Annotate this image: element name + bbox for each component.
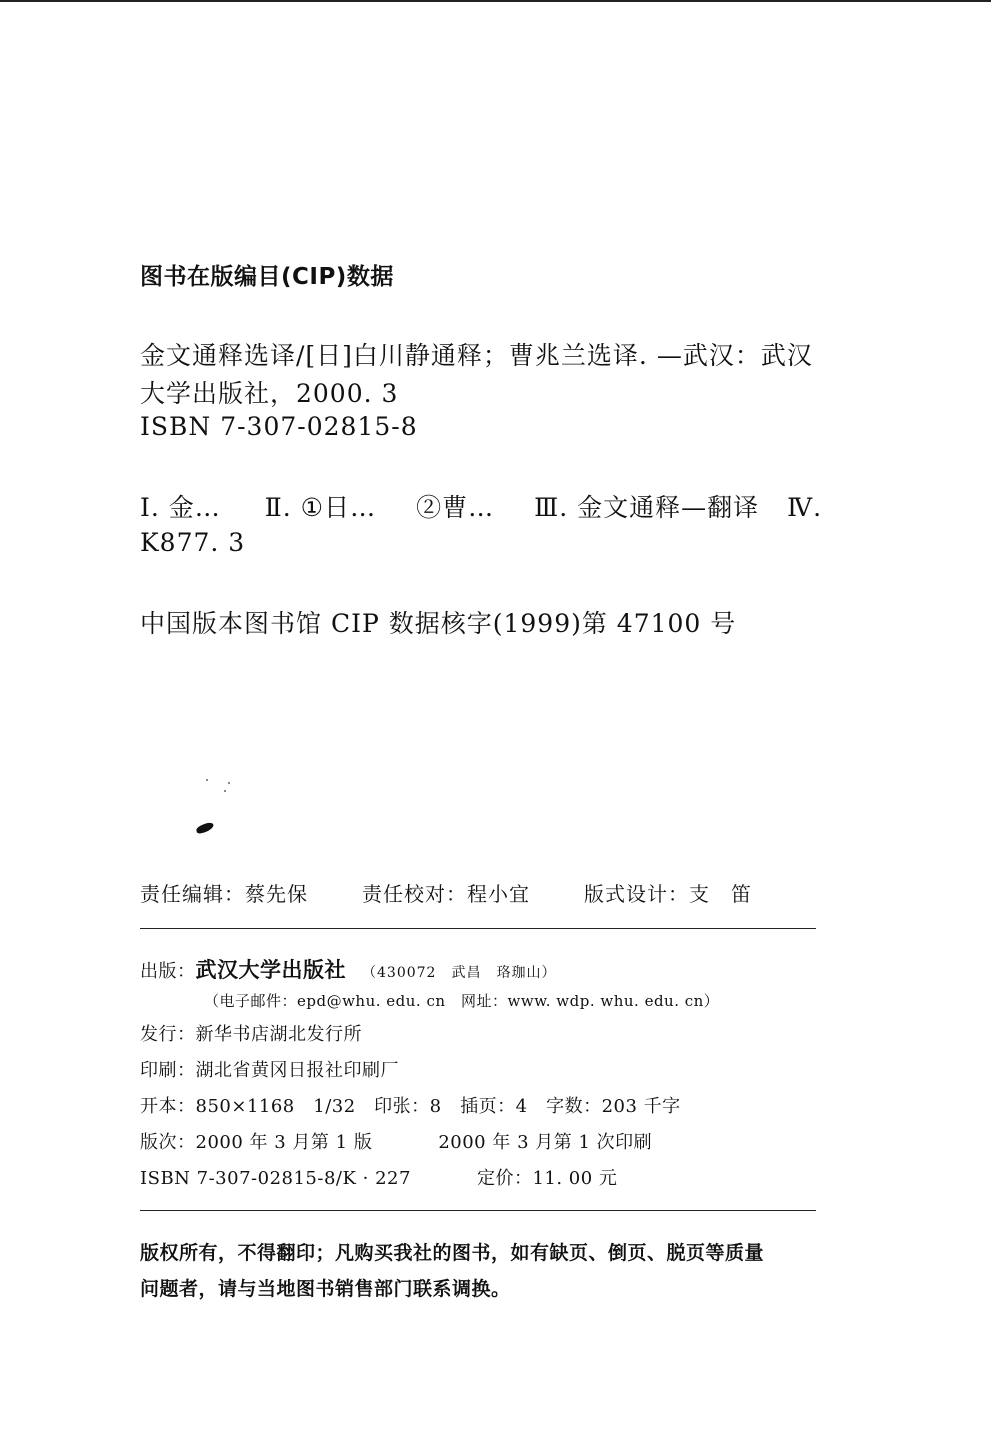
cip-classification-line bbox=[140, 488, 822, 524]
cip-bibliographic-line-2: 大学出版社，2000. 3 bbox=[140, 379, 399, 408]
cip-heading: 图书在版编目(CIP)数据 bbox=[140, 264, 394, 290]
classification-item: Ⅳ. bbox=[787, 493, 823, 522]
classification-item: Ⅰ. 金… bbox=[140, 493, 221, 522]
printing-date: 2000 年 3 月第 1 次印刷 bbox=[438, 1132, 653, 1153]
full-isbn: ISBN 7-307-02815-8/K · 227 bbox=[140, 1168, 411, 1189]
distribution-line: 发行：新华书店湖北发行所 bbox=[140, 1024, 362, 1045]
publisher-label: 出版： bbox=[140, 961, 196, 982]
publisher-contact: （电子邮件：epd@whu. edu. cn 网址：www. wdp. whu. edu. cn） bbox=[204, 992, 720, 1010]
responsible-editor: 责任编辑：蔡先保 bbox=[140, 882, 308, 906]
copyright-notice-line-1: 版权所有，不得翻印；凡购买我社的图书，如有缺页、倒页、脱页等质量 bbox=[140, 1242, 765, 1264]
cip-verification-number: 中国版本图书馆 CIP 数据核字(1999)第 47100 号 bbox=[140, 609, 737, 638]
layout-designer: 版式设计：支 笛 bbox=[584, 882, 752, 906]
format-line: 开本：850×1168 1/32 印张：8 插页：4 字数：203 千字 bbox=[140, 1096, 681, 1117]
cip-isbn: ISBN 7-307-02815-8 bbox=[140, 412, 418, 441]
edition-line bbox=[140, 1128, 652, 1154]
divider bbox=[140, 928, 816, 929]
speck-mark bbox=[224, 790, 226, 792]
speck-mark bbox=[228, 782, 230, 784]
classification-item: Ⅲ. 金文通释—翻译 bbox=[534, 493, 760, 522]
ink-blot-mark bbox=[195, 821, 215, 834]
classification-item: ②曹… bbox=[416, 493, 495, 522]
isbn-price-line bbox=[140, 1164, 617, 1190]
cip-class-number: K877. 3 bbox=[140, 528, 246, 557]
price: 定价：11. 00 元 bbox=[476, 1168, 618, 1189]
responsible-proofreader: 责任校对：程小宜 bbox=[362, 882, 530, 906]
publisher-line bbox=[140, 954, 556, 984]
copyright-notice-line-2: 问题者，请与当地图书销售部门联系调换。 bbox=[140, 1278, 511, 1300]
publisher-name: 武汉大学出版社 bbox=[195, 958, 346, 982]
printing-line: 印刷：湖北省黄冈日报社印刷厂 bbox=[140, 1060, 399, 1081]
edition-date: 版次：2000 年 3 月第 1 版 bbox=[140, 1132, 373, 1153]
cip-bibliographic-line-1: 金文通释选译/[日]白川静通释；曹兆兰选译. —武汉：武汉 bbox=[140, 341, 813, 370]
speck-mark bbox=[206, 779, 208, 781]
publisher-address: （430072 武昌 珞珈山） bbox=[362, 965, 557, 981]
classification-item: Ⅱ. ①日… bbox=[264, 493, 377, 522]
top-border bbox=[0, 0, 991, 2]
divider bbox=[140, 1210, 816, 1211]
